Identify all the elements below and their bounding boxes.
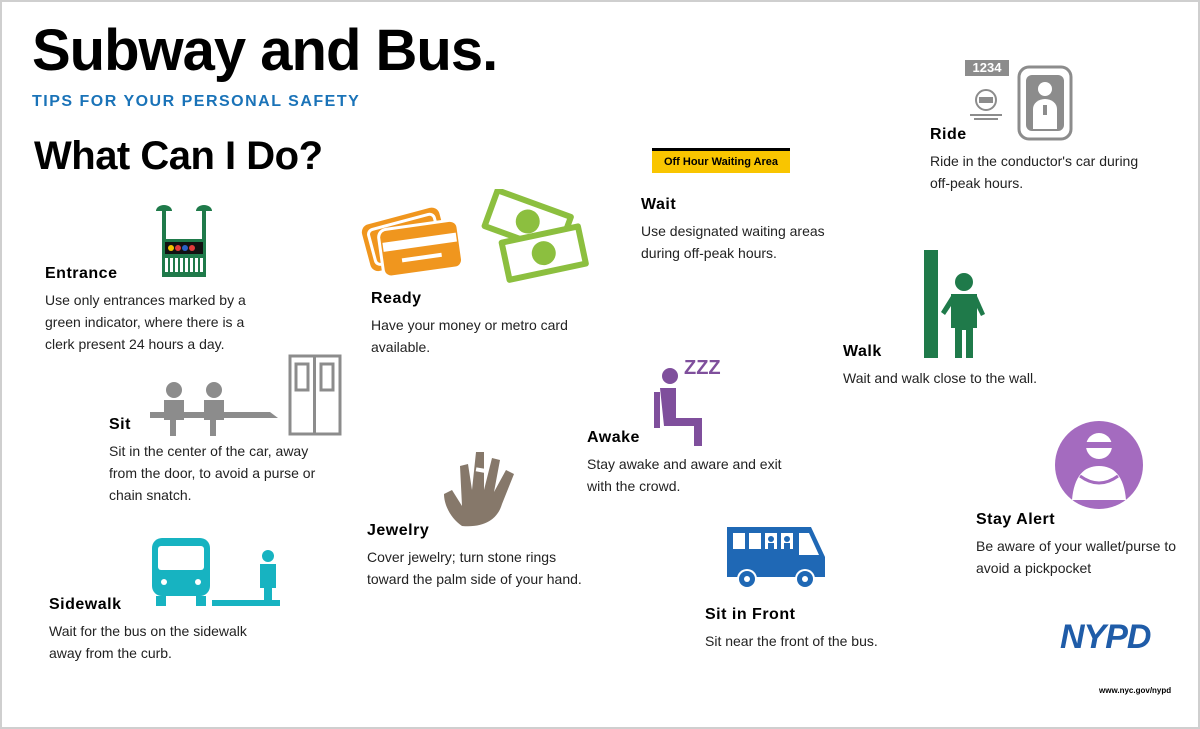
tip-entrance (45, 265, 255, 355)
tip-stay-alert (976, 511, 1186, 579)
tip-text: Cover jewelry; turn stone rings toward the palm side of your hand. (367, 549, 582, 587)
tip-text: Sit near the front of the bus. (705, 633, 878, 649)
person-wall-icon (924, 250, 986, 358)
tip-label: Jewelry (367, 522, 430, 539)
tip-text: Sit in the center of the car, away from the door, to avoid a purse or chain snatch. (109, 443, 316, 503)
cards-money-icon (355, 189, 595, 289)
section-heading: What Can I Do? (34, 134, 323, 178)
waiting-area-sign: Off Hour Waiting Area (652, 148, 790, 173)
tip-label: Ride (930, 126, 967, 143)
tip-text: Use designated waiting areas during off-peak hours. (641, 223, 825, 261)
tip-jewelry (367, 522, 587, 590)
bus-side-icon (725, 521, 831, 591)
tip-label: Sit in Front (705, 606, 796, 623)
subway-logo-icon (966, 88, 1006, 122)
tip-text: Stay awake and aware and exit with the crowd. (587, 456, 782, 494)
masked-thief-icon (1054, 420, 1144, 510)
tip-ready (371, 290, 591, 358)
tip-awake (587, 429, 787, 497)
tip-text: Wait for the bus on the sidewalk away from the curb. (49, 623, 247, 661)
metrocard-number: 1234 (965, 60, 1009, 76)
tip-label: Walk (843, 343, 882, 360)
tip-text: Ride in the conductor's car during off-peak hours. (930, 153, 1139, 191)
tip-text: Be aware of your wallet/purse to avoid a pickpocket (976, 538, 1176, 576)
tip-label: Ready (371, 290, 422, 307)
tip-label: Sidewalk (49, 596, 122, 613)
footer-url[interactable]: www.nyc.gov/nypd (1099, 686, 1172, 695)
nypd-logo: NYPD (1060, 618, 1151, 656)
tip-label: Stay Alert (976, 511, 1056, 528)
tip-ride (930, 126, 1140, 194)
tip-walk (843, 343, 1083, 389)
tip-label: Wait (641, 196, 677, 213)
tip-text: Wait and walk close to the wall. (843, 370, 1038, 386)
tip-sit-in-front (705, 606, 905, 652)
tip-sit (109, 416, 329, 506)
tip-label: Sit (109, 416, 131, 433)
tip-label: Awake (587, 429, 640, 446)
page-title: Subway and Bus. (32, 18, 498, 83)
tip-text: Have your money or metro card available. (371, 317, 568, 355)
hand-ring-icon (442, 448, 524, 528)
tip-wait (641, 196, 841, 264)
page-subtitle: TIPS FOR YOUR PERSONAL SAFETY (32, 93, 361, 110)
tip-label: Entrance (45, 265, 118, 282)
svg-text:ZZZ: ZZZ (684, 357, 721, 379)
tip-sidewalk (49, 596, 269, 664)
tip-text: Use only entrances marked by a green indicator, where there is a clerk present 24 hours a day. (45, 292, 246, 352)
